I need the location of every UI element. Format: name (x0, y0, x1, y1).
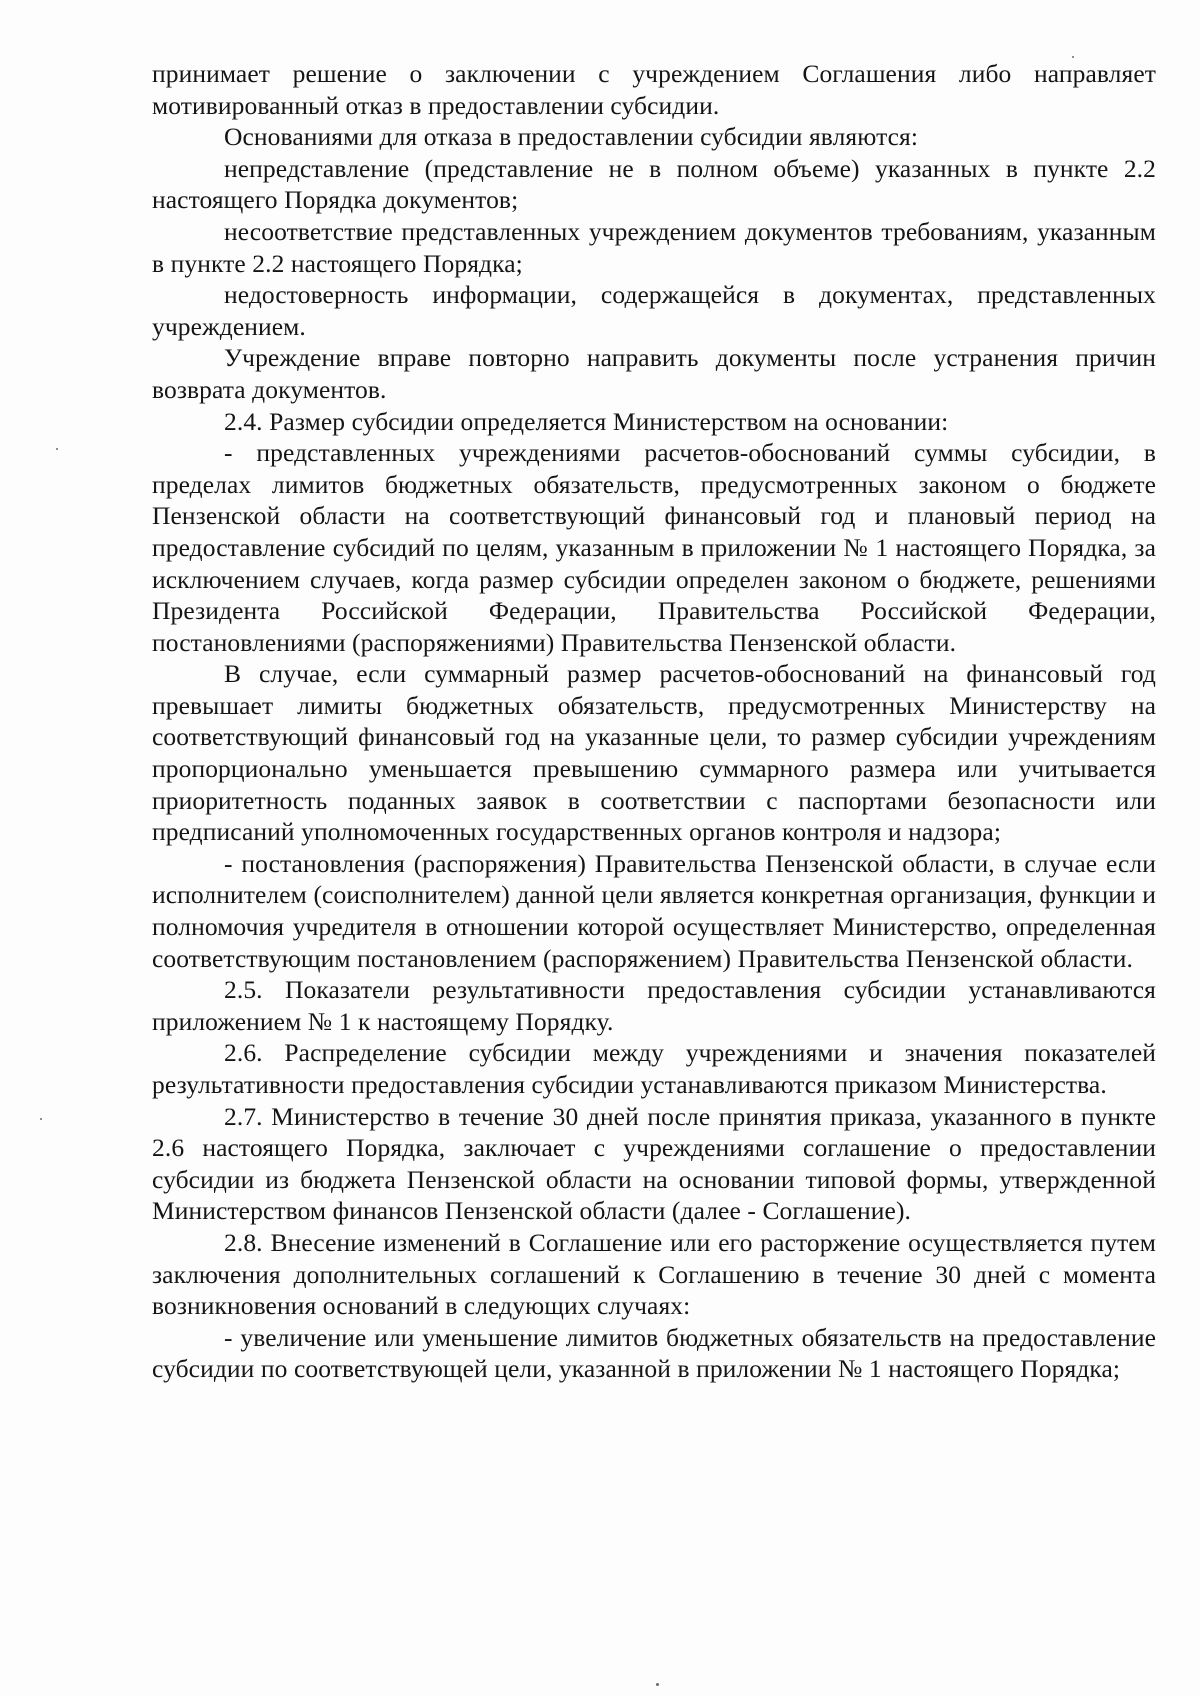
scan-speck (1072, 56, 1074, 58)
paragraph-2-8: 2.8. Внесение изменений в Соглашение или его расторжение осуществляется путем заключения дополнительных соглашений к Соглашению в течение 30 дней с момента возникновения оснований в следующих случаях: (152, 1227, 1156, 1321)
paragraph-2-4-exceeding-limits: В случае, если суммарный размер расчетов-обоснований на финансовый год превышает лимиты бюджетных обязательств, предусмотренных Министерству на соответствующий финансовый год на указанные цели, то размер субсидии учреждениям пропорционально уменьшается превышению суммарного размера или учитывается приоритетность поданных заявок в соответствии с паспортами безопасности или предписаний уполномоченных государственных органов контроля и надзора; (152, 659, 1156, 847)
paragraph-refusal-grounds-intro: Основаниями для отказа в предоставлении субсидии являются: (224, 122, 919, 152)
paragraph-2-4-item-2: - постановления (распоряжения) Правительства Пензенской области, в случае если исполнителем (соисполнителем) данной цели является конкретная организация, функции и полномочия учредителя в отношении которой осуществляет Министерство, определенная соответствующим постановлением (распоряжением) Правительства Пензенской области. (152, 848, 1156, 973)
paragraph-2-8-item-1: - увеличение или уменьшение лимитов бюджетных обязательств на предоставление субсидии по соответствующей цели, указанной в приложении № 1 настоящего Порядка; (152, 1322, 1156, 1384)
paragraph-2-6: 2.6. Распределение субсидии между учреждениями и значения показателей результативности предоставления субсидии устанавливаются приказом Министерства. (152, 1038, 1156, 1099)
paragraph-2-4-item-1: - представленных учреждениями расчетов-обоснований суммы субсидии, в пределах лимитов бюджетных обязательств, предусмотренных законом о бюджете Пензенской области на соответствующий финансовый год и плановый период на предоставление субсидий по целям, указанным в приложении № 1 настоящего Порядка, за исключением случаев, когда размер субсидии определен законом о бюджете, решениями Президента Российской Федерации, Правительства Российской Федерации, постановлениями (распоряжениями) Правительства Пензенской области. (152, 438, 1156, 657)
paragraph-continuation: принимает решение о заключении с учреждением Соглашения либо направляет мотивированный отказ в предоставлении субсидии. (152, 59, 1156, 120)
scan-speck (40, 1118, 42, 1120)
scan-speck (56, 448, 58, 450)
paragraph-refusal-ground-2: несоответствие представленных учреждением документов требованиям, указанным в пункте 2.2 настоящего Порядка; (152, 216, 1156, 278)
paragraph-resubmission: Учреждение вправе повторно направить документы после устранения причин возврата документов. (152, 343, 1156, 404)
paragraph-2-7: 2.7. Министерство в течение 30 дней после принятия приказа, указанного в пункте 2.6 настоящего Порядка, заключает с учреждениями соглашение о предоставлении субсидии из бюджета Пензенской области на основании типовой формы, утвержденной Министерством финансов Пензенской области (далее - Соглашение). (152, 1101, 1156, 1226)
paragraph-2-4: 2.4. Размер субсидии определяется Министерством на основании: (224, 406, 949, 436)
paragraph-refusal-ground-1: непредставление (представление не в полном объеме) указанных в пункте 2.2 настоящего Порядка документов; (152, 153, 1156, 215)
paragraph-refusal-ground-3: недостоверность информации, содержащейся в документах, представленных учреждением. (152, 280, 1156, 341)
document-body (152, 58, 1156, 1385)
scan-speck (656, 1683, 659, 1686)
paragraph-2-5: 2.5. Показатели результативности предоставления субсидии устанавливаются приложением № 1 к настоящему Порядку. (152, 975, 1156, 1036)
